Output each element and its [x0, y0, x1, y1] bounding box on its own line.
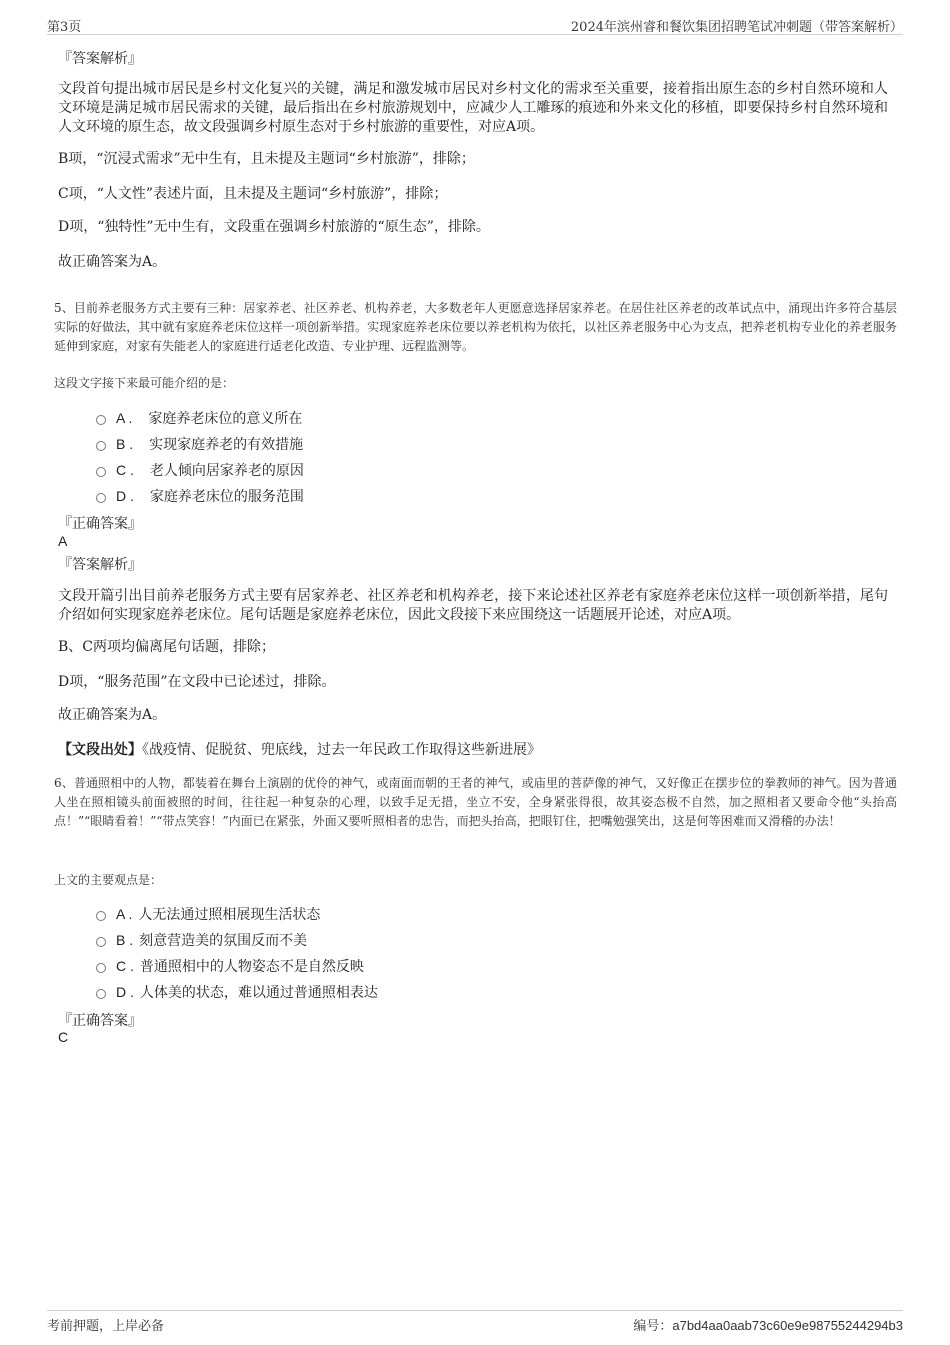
- question-6-prompt: 上文的主要观点是：: [54, 873, 163, 887]
- analysis-note-b: B项，“沉浸式需求”无中生有，且未提及主题词“乡村旅游”，排除；: [58, 151, 475, 167]
- analysis-text: 文段开篇引出目前养老服务方式主要有居家养老、社区养老和机构养老，接下来论述社区养老有家庭养老床位这样一项创新举措，尾句介绍如何实现家庭养老床位。尾句话题是家庭养老床位，因此文段接下来应围绕这一话题展开论述，对应A项。: [58, 588, 888, 623]
- analysis-note-d: D项，“独特性”无中生有，文段重在强调乡村旅游的“原生态”，排除。: [58, 219, 490, 235]
- question-5-option-b[interactable]: [96, 434, 303, 454]
- analysis-note-bc: B、C两项均偏离尾句话题，排除；: [58, 639, 275, 655]
- option-letter: D .: [116, 984, 134, 1000]
- option-letter: A .: [116, 906, 133, 922]
- footer-slogan: 考前押题，上岸必备: [47, 1319, 165, 1334]
- document-code: [633, 1315, 903, 1334]
- question-5-option-c[interactable]: [96, 460, 304, 480]
- source-label: 【文段出处】: [58, 742, 142, 758]
- question-6-text: 6、普通照相中的人物，都装着在舞台上演剧的优伶的神气，或南面而朝的王者的神气，或庙里的菩萨像的神气，又好像正在摆步位的拳教师的神气。因为普通人坐在照相镜头前面被照的时间，往往起一种复杂的心理，以致手足无措，坐立不安，全身紧张得很，故其姿态极不自然，加之照相者又要命令他“头抬高点！”“眼睛看着！”“带点笑容！”内面已在紧张，外面又要听照相者的忠告，而把头抬高，把眼钉住，把嘴勉强笑出，这是何等困难而又滑稽的办法！: [54, 776, 897, 828]
- radio-icon[interactable]: [96, 937, 106, 947]
- radio-icon[interactable]: [96, 989, 106, 999]
- option-letter: C .: [116, 462, 134, 478]
- correct-answer-label: 『正确答案』: [58, 516, 142, 532]
- question-5-prompt: 这段文字接下来最可能介绍的是：: [54, 376, 235, 390]
- option-text: 老人倾向居家养老的原因: [149, 463, 304, 479]
- correct-answer-label: 『正确答案』: [58, 1013, 142, 1029]
- question-6-option-d[interactable]: [96, 982, 378, 1002]
- radio-icon[interactable]: [96, 441, 106, 451]
- option-letter: D .: [116, 488, 134, 504]
- option-letter: C .: [116, 958, 134, 974]
- radio-icon[interactable]: [96, 467, 106, 477]
- analysis-conclusion: 故正确答案为A。: [58, 707, 167, 723]
- analysis-note-c: C项，“人文性”表述片面，且未提及主题词“乡村旅游”，排除；: [58, 186, 448, 202]
- page-number: 第3页: [47, 20, 82, 35]
- correct-answer-value: A: [58, 533, 68, 549]
- option-letter: B .: [116, 436, 134, 452]
- code-value: a7bd4aa0aab73c60e9e98755244294b3: [672, 1318, 903, 1333]
- analysis-note-d: D项，“服务范围”在文段中已论述过，排除。: [58, 674, 336, 690]
- option-letter: B .: [116, 932, 134, 948]
- correct-answer-value: C: [58, 1029, 69, 1045]
- radio-icon[interactable]: [96, 415, 106, 425]
- option-text: 普通照相中的人物姿态不是自然反映: [139, 959, 364, 975]
- source-text: 《战疫情、促脱贫、兜底线，过去一年民政工作取得这些新进展》: [142, 742, 541, 758]
- analysis-label: 『答案解析』: [58, 51, 142, 67]
- radio-icon[interactable]: [96, 963, 106, 973]
- option-text: 人无法通过照相展现生活状态: [138, 907, 321, 923]
- option-text: 人体美的状态，难以通过普通照相表达: [139, 985, 378, 1001]
- question-5-option-d[interactable]: [96, 486, 304, 506]
- source-citation: [58, 739, 541, 759]
- document-title: 2024年滨州睿和餐饮集团招聘笔试冲刺题（带答案解析）: [570, 20, 903, 35]
- analysis-conclusion: 故正确答案为A。: [58, 254, 167, 270]
- option-letter: A .: [116, 410, 133, 426]
- page-footer: [47, 1310, 903, 1335]
- analysis-label: 『答案解析』: [58, 557, 142, 573]
- question-6-option-a[interactable]: [96, 904, 320, 924]
- code-label: 编号：: [633, 1319, 673, 1334]
- page-header: [47, 14, 903, 35]
- option-text: 刻意营造美的氛围反而不美: [139, 933, 308, 949]
- option-text: 家庭养老床位的意义所在: [148, 411, 303, 427]
- radio-icon[interactable]: [96, 493, 106, 503]
- analysis-text: 文段首句提出城市居民是乡村文化复兴的关键，满足和激发城市居民对乡村文化的需求至关重要，接着指出原生态的乡村自然环境和人文环境是满足城市居民需求的关键，最后指出在乡村旅游规划中，应减少人工雕琢的痕迹和外来文化的移植，即要保持乡村自然环境和人文环境的原生态，故文段强调乡村原生态对于乡村旅游的重要性，对应A项。: [58, 81, 888, 135]
- question-6-option-c[interactable]: [96, 956, 364, 976]
- question-5-option-a[interactable]: [96, 408, 302, 428]
- question-5-text: 5、目前养老服务方式主要有三种：居家养老、社区养老、机构养老，大多数老年人更愿意选择居家养老。在居住社区养老的改革试点中，涌现出许多符合基层实际的好做法，其中就有家庭养老床位这样一项创新举措。实现家庭养老床位要以养老机构为依托，以社区养老服务中心为支点，把养老机构专业化的养老服务延伸到家庭，对家有失能老人的家庭进行适老化改造、专业护理、远程监测等。: [54, 301, 897, 353]
- radio-icon[interactable]: [96, 911, 106, 921]
- option-text: 家庭养老床位的服务范围: [149, 489, 304, 505]
- question-6-option-b[interactable]: [96, 930, 307, 950]
- option-text: 实现家庭养老的有效措施: [149, 437, 304, 453]
